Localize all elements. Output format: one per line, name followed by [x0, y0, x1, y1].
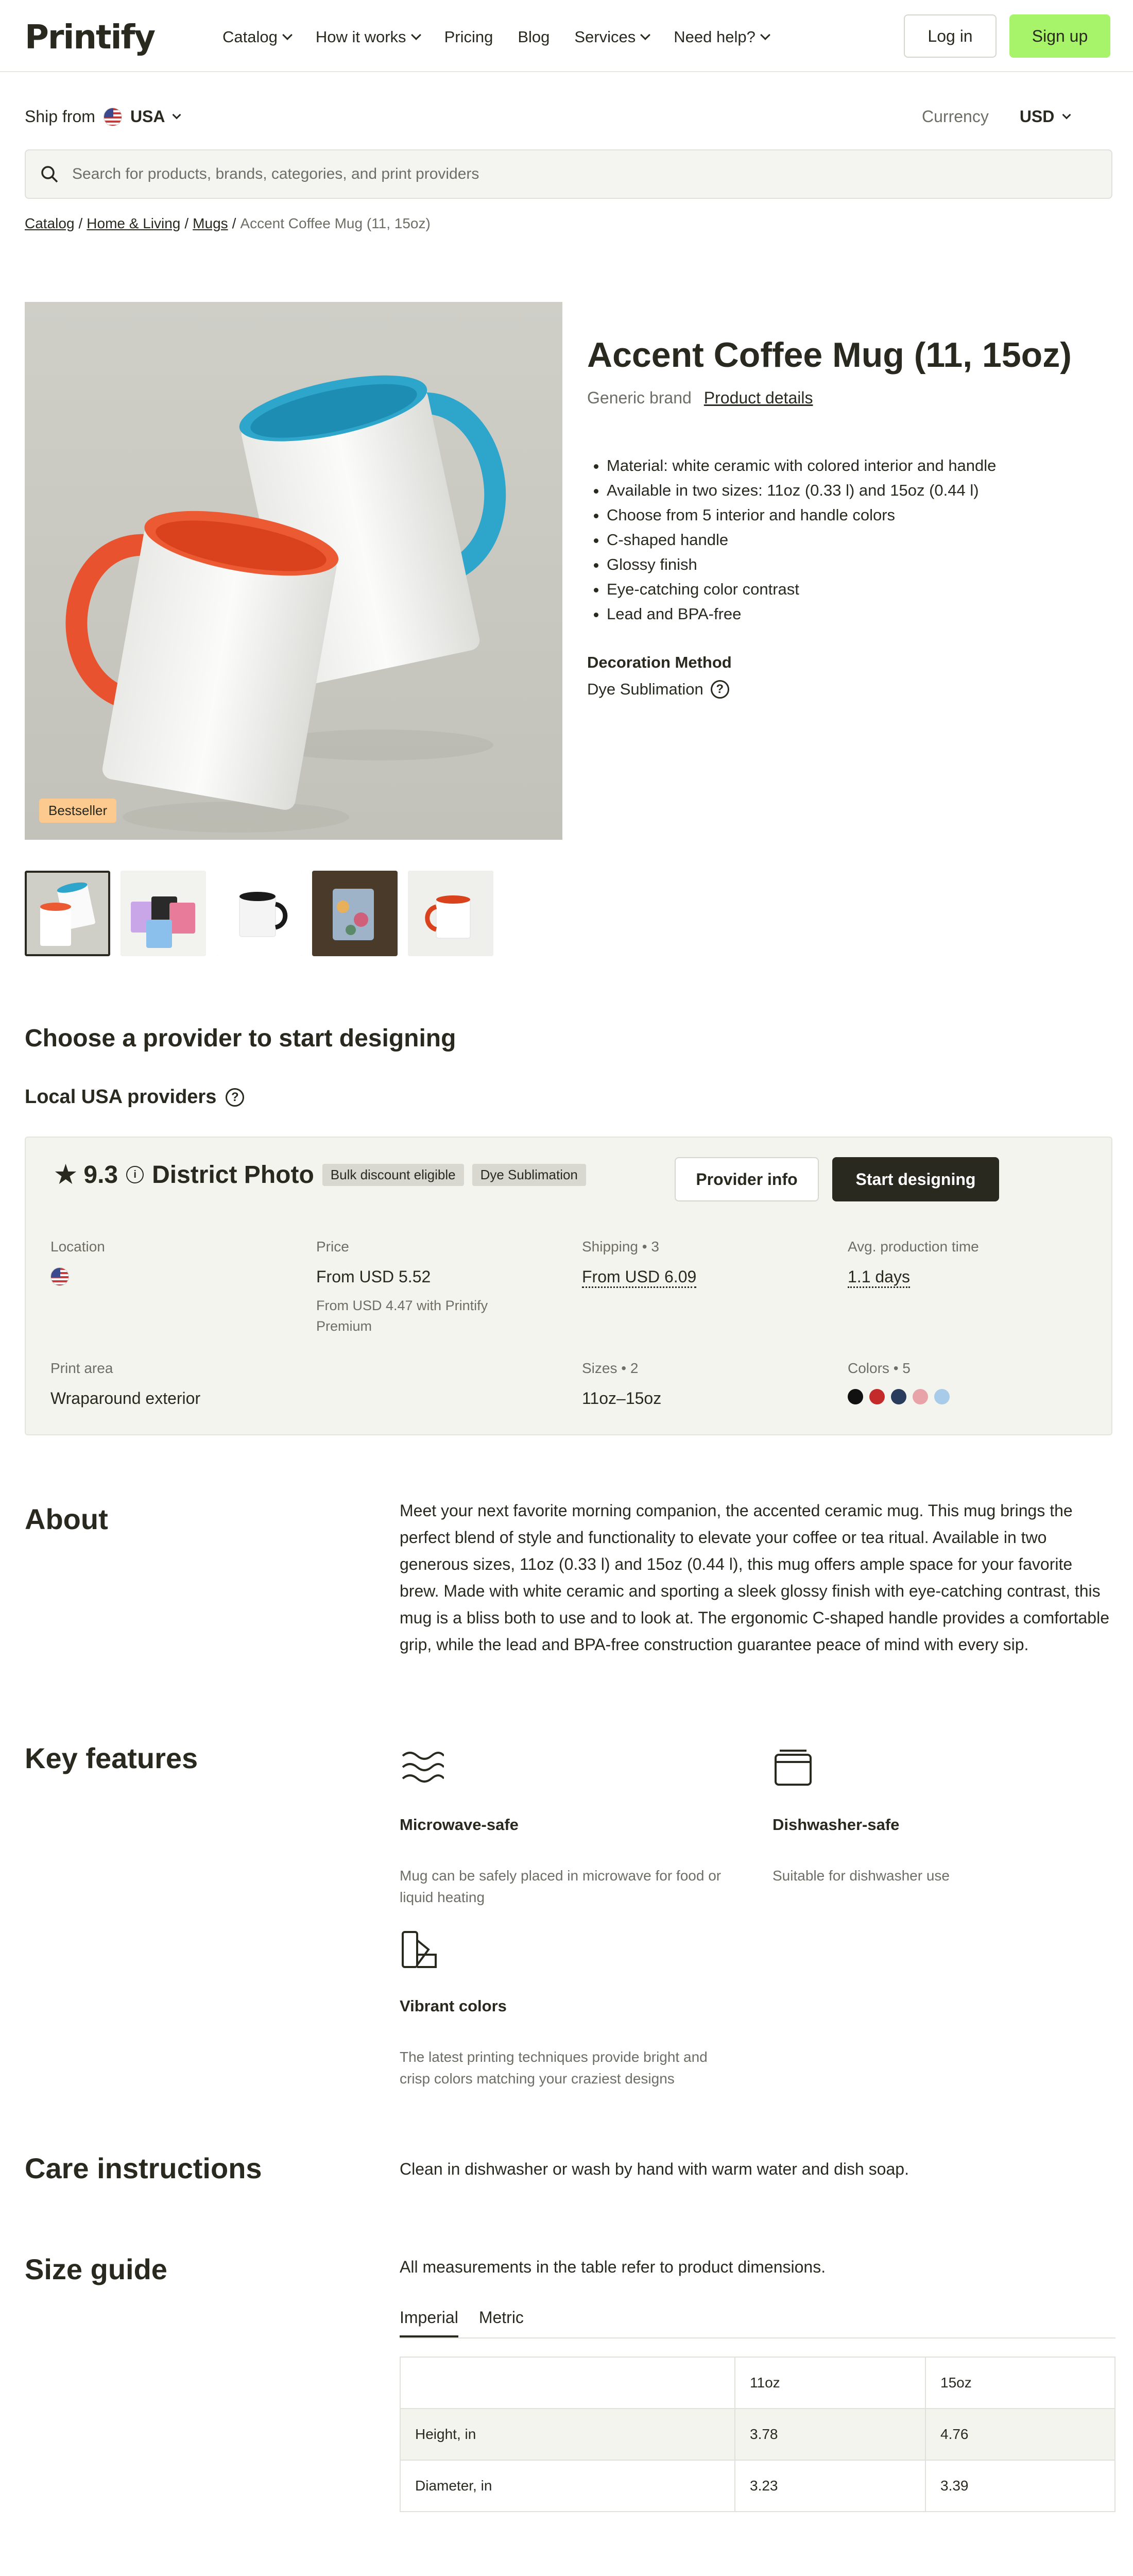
key-features-heading: Key features [25, 1742, 198, 1774]
bulk-discount-tag: Bulk discount eligible [322, 1164, 464, 1186]
start-designing-button[interactable]: Start designing [832, 1157, 999, 1201]
production-time-value[interactable]: 1.1 days [848, 1267, 910, 1288]
size-guide-intro: All measurements in the table refer to product dimensions. [400, 2258, 826, 2276]
main-nav [222, 28, 769, 46]
price-label: Price [316, 1239, 349, 1255]
site-header [0, 0, 1133, 72]
chevron-down-icon [172, 110, 181, 119]
nav-blog[interactable]: Blog [518, 28, 550, 46]
breadcrumb [25, 215, 431, 232]
thumbnail-4[interactable] [312, 871, 398, 956]
bullet-item: • Lead and BPA-free [607, 602, 996, 626]
thumbnail-5[interactable] [408, 871, 493, 956]
product-brand: Generic brand [587, 388, 692, 407]
thumbnail-1[interactable] [25, 871, 110, 956]
production-time-label: Avg. production time [848, 1239, 979, 1255]
feature-microwave-desc: Mug can be safely placed in microwave for food or liquid heating [400, 1868, 722, 1905]
breadcrumb-current: Accent Coffee Mug (11, 15oz) [240, 215, 431, 231]
sizes-value: 11oz–15oz [582, 1389, 662, 1408]
price-value: From USD 5.52 [316, 1267, 431, 1286]
bullet-item: • Material: white ceramic with colored interior and handle [607, 453, 996, 478]
table-cell: 3.78 [735, 2409, 925, 2460]
info-icon[interactable]: i [126, 1166, 144, 1183]
ship-from-value: USA [130, 107, 165, 126]
provider-score: ★ 9.3 [55, 1161, 118, 1189]
feature-dishwasher-desc: Suitable for dishwasher use [772, 1868, 950, 1884]
table-cell: 3.23 [735, 2460, 925, 2512]
printify-logo[interactable]: Printify [25, 19, 155, 57]
decoration-method-value: Dye Sublimation [587, 680, 703, 698]
breadcrumb-sep: / [184, 215, 189, 231]
help-icon[interactable]: ? [226, 1088, 244, 1107]
table-row [400, 2409, 1115, 2460]
tab-imperial[interactable]: Imperial [400, 2308, 458, 2337]
decoration-method-label: Decoration Method [587, 653, 732, 671]
size-guide-heading: Size guide [25, 2253, 167, 2285]
provider-info-button[interactable]: Provider info [675, 1157, 819, 1201]
ship-from-label: Ship from [25, 107, 95, 126]
thumbnail-strip [25, 871, 493, 956]
bullet-item: • Available in two sizes: 11oz (0.33 l) and 15oz (0.44 l) [607, 478, 996, 503]
thumbnail-3[interactable] [216, 871, 302, 956]
table-cell: Height, in [400, 2409, 735, 2460]
search-input[interactable] [72, 158, 1092, 191]
decoration-method [587, 680, 729, 699]
color-swatch[interactable] [934, 1389, 950, 1404]
signup-button[interactable]: Sign up [1009, 14, 1110, 58]
dye-sublimation-tag: Dye Sublimation [472, 1164, 586, 1186]
table-cell: 15oz [925, 2357, 1115, 2409]
help-icon[interactable]: ? [711, 680, 729, 699]
local-providers-label: Local USA providers [25, 1086, 217, 1108]
chevron-down-icon [1062, 110, 1071, 119]
color-mugs-thumbnail-image [121, 871, 206, 956]
search-icon [39, 164, 60, 184]
feature-vibrant-desc: The latest printing techniques provide bright and crisp colors matching your craziest designs [400, 2049, 708, 2087]
pattern-mug-thumbnail-image [312, 871, 398, 956]
nav-services[interactable]: Services [574, 28, 649, 46]
login-button[interactable]: Log in [904, 14, 997, 58]
thumbnail-2[interactable] [121, 871, 206, 956]
chevron-down-icon [411, 30, 421, 40]
red-mug-thumbnail-image [408, 871, 493, 956]
breadcrumb-sep: / [78, 215, 83, 231]
breadcrumb-catalog[interactable]: Catalog [25, 215, 75, 231]
black-mug-thumbnail-image [216, 871, 302, 956]
provider-card [25, 1137, 1112, 1435]
nav-need-help[interactable]: Need help? [674, 28, 769, 46]
print-area-value: Wraparound exterior [50, 1389, 201, 1408]
bullet-item: • C-shaped handle [607, 528, 996, 552]
product-main-image[interactable] [25, 302, 562, 840]
search-bar [25, 149, 1112, 199]
table-cell: 3.39 [925, 2460, 1115, 2512]
size-table [400, 2357, 1115, 2512]
chevron-down-icon [640, 30, 650, 40]
table-cell [400, 2357, 735, 2409]
price-premium: From USD 4.47 with Printify Premium [316, 1298, 488, 1334]
care-heading: Care instructions [25, 2152, 262, 2184]
ship-from-selector[interactable] [25, 107, 180, 126]
table-cell: 11oz [735, 2357, 925, 2409]
mug-pair-illustration [25, 302, 562, 840]
nav-how-it-works[interactable]: How it works [316, 28, 420, 46]
currency-selector[interactable] [922, 107, 1070, 126]
provider-name[interactable]: District Photo [152, 1161, 314, 1189]
product-brand-row [587, 388, 813, 408]
chevron-down-icon [760, 30, 770, 40]
currency-value-wrap [1020, 107, 1070, 126]
currency-value: USD [1019, 107, 1055, 126]
table-header-row [400, 2357, 1115, 2409]
care-text: Clean in dishwasher or wash by hand with warm water and dish soap. [400, 2160, 909, 2178]
table-cell: 4.76 [925, 2409, 1115, 2460]
tab-metric[interactable]: Metric [478, 2308, 524, 2327]
provider-header [55, 1160, 586, 1189]
color-swatches [848, 1389, 956, 1407]
color-swatch[interactable] [869, 1389, 885, 1404]
sizes-label: Sizes • 2 [582, 1360, 639, 1376]
color-swatch[interactable] [913, 1389, 928, 1404]
about-heading: About [25, 1503, 108, 1535]
product-title: Accent Coffee Mug (11, 15oz) [587, 335, 1072, 375]
currency-label: Currency [922, 107, 989, 126]
bullet-item: • Eye-catching color contrast [607, 577, 996, 602]
tab-row [400, 2308, 1115, 2337]
shipping-value[interactable]: From USD 6.09 [582, 1267, 696, 1288]
nav-pricing[interactable]: Pricing [444, 28, 493, 46]
print-area-label: Print area [50, 1360, 113, 1376]
usa-flag-icon [104, 108, 122, 126]
mug-thumbnail-image [25, 871, 110, 956]
about-text: Meet your next favorite morning companion, the accented ceramic mug. This mug brings the perfect blend of style and functionality to elevate your coffee or tea ritual. Available in two generous sizes, 11oz (0.33 l) and 15oz (0.44 l), this mug offers ample space for your favorite brew. Made with white ceramic and sporting a sleek glossy finish with eye-catching contrast, this mug is a bliss both to use and to look at. The ergonomic C-shaped handle provides a comfortable grip, while the lead and BPA-free construction guarantee peace of mind with every sip. [400, 1501, 1109, 1654]
breadcrumb-mugs[interactable]: Mugs [193, 215, 228, 231]
breadcrumb-home-living[interactable]: Home & Living [87, 215, 181, 231]
color-palette-icon [400, 1929, 441, 1970]
nav-catalog[interactable]: Catalog [222, 28, 291, 46]
colors-label: Colors • 5 [848, 1360, 911, 1376]
breadcrumb-sep: / [232, 215, 236, 231]
dishwasher-icon [772, 1748, 814, 1788]
bestseller-badge: Bestseller [39, 799, 116, 823]
usa-flag-icon [50, 1267, 69, 1286]
microwave-waves-icon [400, 1747, 444, 1788]
bullet-item: • Glossy finish [607, 552, 996, 577]
table-row [400, 2460, 1115, 2512]
chevron-down-icon [282, 30, 293, 40]
product-bullets [603, 453, 996, 626]
color-swatch[interactable] [848, 1389, 863, 1404]
feature-dishwasher-title: Dishwasher-safe [772, 1816, 900, 1834]
shipping-label: Shipping • 3 [582, 1239, 659, 1255]
product-details-link[interactable]: Product details [703, 388, 813, 407]
feature-microwave-title: Microwave-safe [400, 1816, 519, 1834]
size-guide-tabs [400, 2308, 1115, 2338]
table-cell: Diameter, in [400, 2460, 735, 2512]
feature-vibrant-title: Vibrant colors [400, 1997, 507, 2015]
location-label: Location [50, 1239, 105, 1255]
bullet-item: • Choose from 5 interior and handle colors [607, 503, 996, 528]
providers-heading: Choose a provider to start designing [25, 1025, 456, 1052]
color-swatch[interactable] [891, 1389, 906, 1404]
local-providers-heading [25, 1086, 244, 1108]
